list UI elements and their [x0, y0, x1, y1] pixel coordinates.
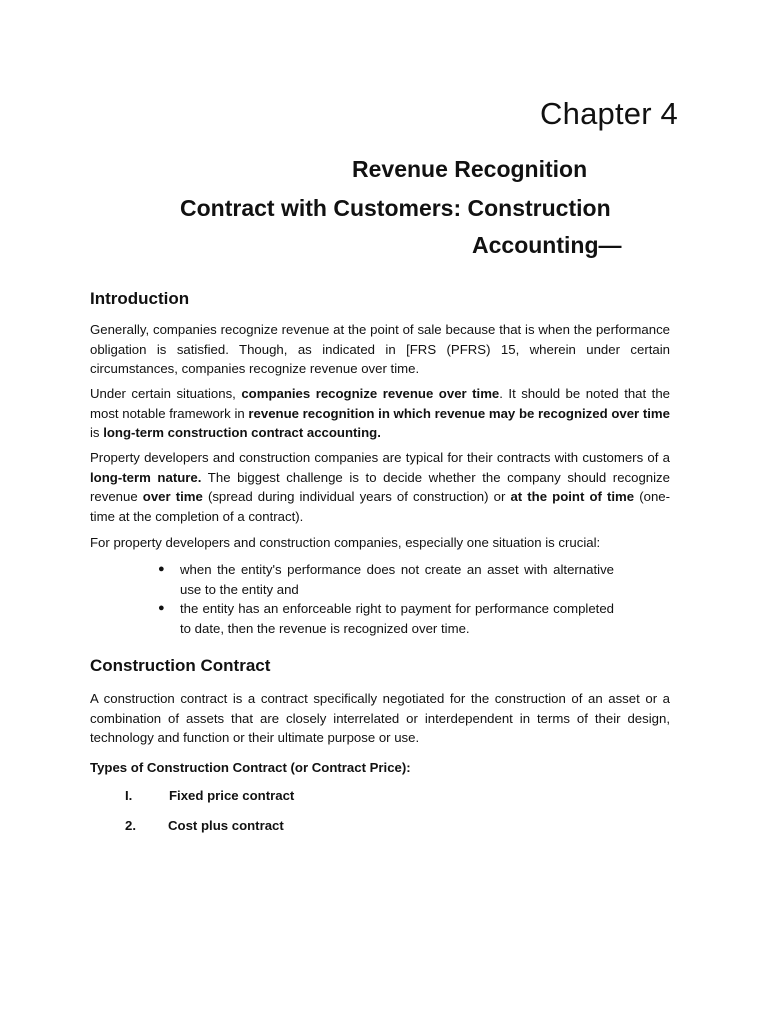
list-item-label: Cost plus contract [168, 818, 284, 833]
title-line-1: Revenue Recognition [352, 156, 588, 182]
text-run: (spread during individual years of construction) or [202, 489, 511, 505]
bullet-text: the entity has an enforceable right to payment for performance completed to date, then the revenue is recognized over time. [180, 601, 614, 636]
text-run: Under certain situations, [90, 386, 242, 401]
title-line-3: Accounting— [472, 232, 622, 258]
bold-run: over time [142, 489, 203, 505]
list-item-number: I. [125, 788, 133, 803]
intro-paragraph-1: Generally, companies recognize revenue at the point of sale because that is when the performance obligation is satisfied. Though, as indicated in [FRS (PFRS) 15, wherein under certain circumstances, companies recognize revenue over time. [90, 322, 670, 377]
list-item-number: 2. [125, 818, 136, 833]
bold-run: revenue recognition in which revenue may be recognized over time [248, 405, 670, 421]
bullet-dot-icon: ● [158, 563, 165, 575]
text-run: is [90, 425, 104, 441]
text-run: The biggest challenge is to decide whether the company should recognize revenue [90, 469, 670, 505]
bold-run: at the point of time [510, 489, 635, 505]
construction-contract-paragraph: A construction contract is a contract specifically negotiated for the construction of an asset or a combination of assets that are closely interrelated or interdependent in terms of their design, technology and function or their ultimate purpose or use. [90, 691, 670, 746]
bullet-text: when the entity's performance does not create an asset with alternative use to the entity and [180, 562, 614, 597]
intro-paragraph-3 [90, 448, 670, 526]
title-line-2: Contract with Customers: Construction [180, 195, 611, 221]
bold-run: long-term nature. [90, 469, 202, 485]
text-run: . It should be noted that the most notable framework in [90, 386, 670, 421]
introduction-heading: Introduction [90, 289, 190, 308]
bold-run: companies recognize revenue over time [241, 386, 500, 401]
intro-paragraph-2 [90, 384, 670, 443]
bullet-item [158, 599, 614, 638]
bullet-dot-icon: ● [158, 602, 165, 614]
construction-contract-heading: Construction Contract [90, 656, 271, 675]
bold-run: long-term construction contract accounting. [103, 425, 381, 441]
chapter-number: Chapter 4 [540, 96, 678, 131]
list-item-label: Fixed price contract [169, 788, 295, 803]
text-run: Property developers and construction companies are typical for their contracts with customers of a [90, 450, 670, 465]
text-run: (one-time at the completion of a contract). [90, 489, 671, 524]
contract-types-heading: Types of Construction Contract (or Contract Price): [90, 760, 411, 775]
bullet-item [158, 560, 614, 599]
intro-paragraph-4: For property developers and construction companies, especially one situation is crucial: [90, 535, 601, 550]
